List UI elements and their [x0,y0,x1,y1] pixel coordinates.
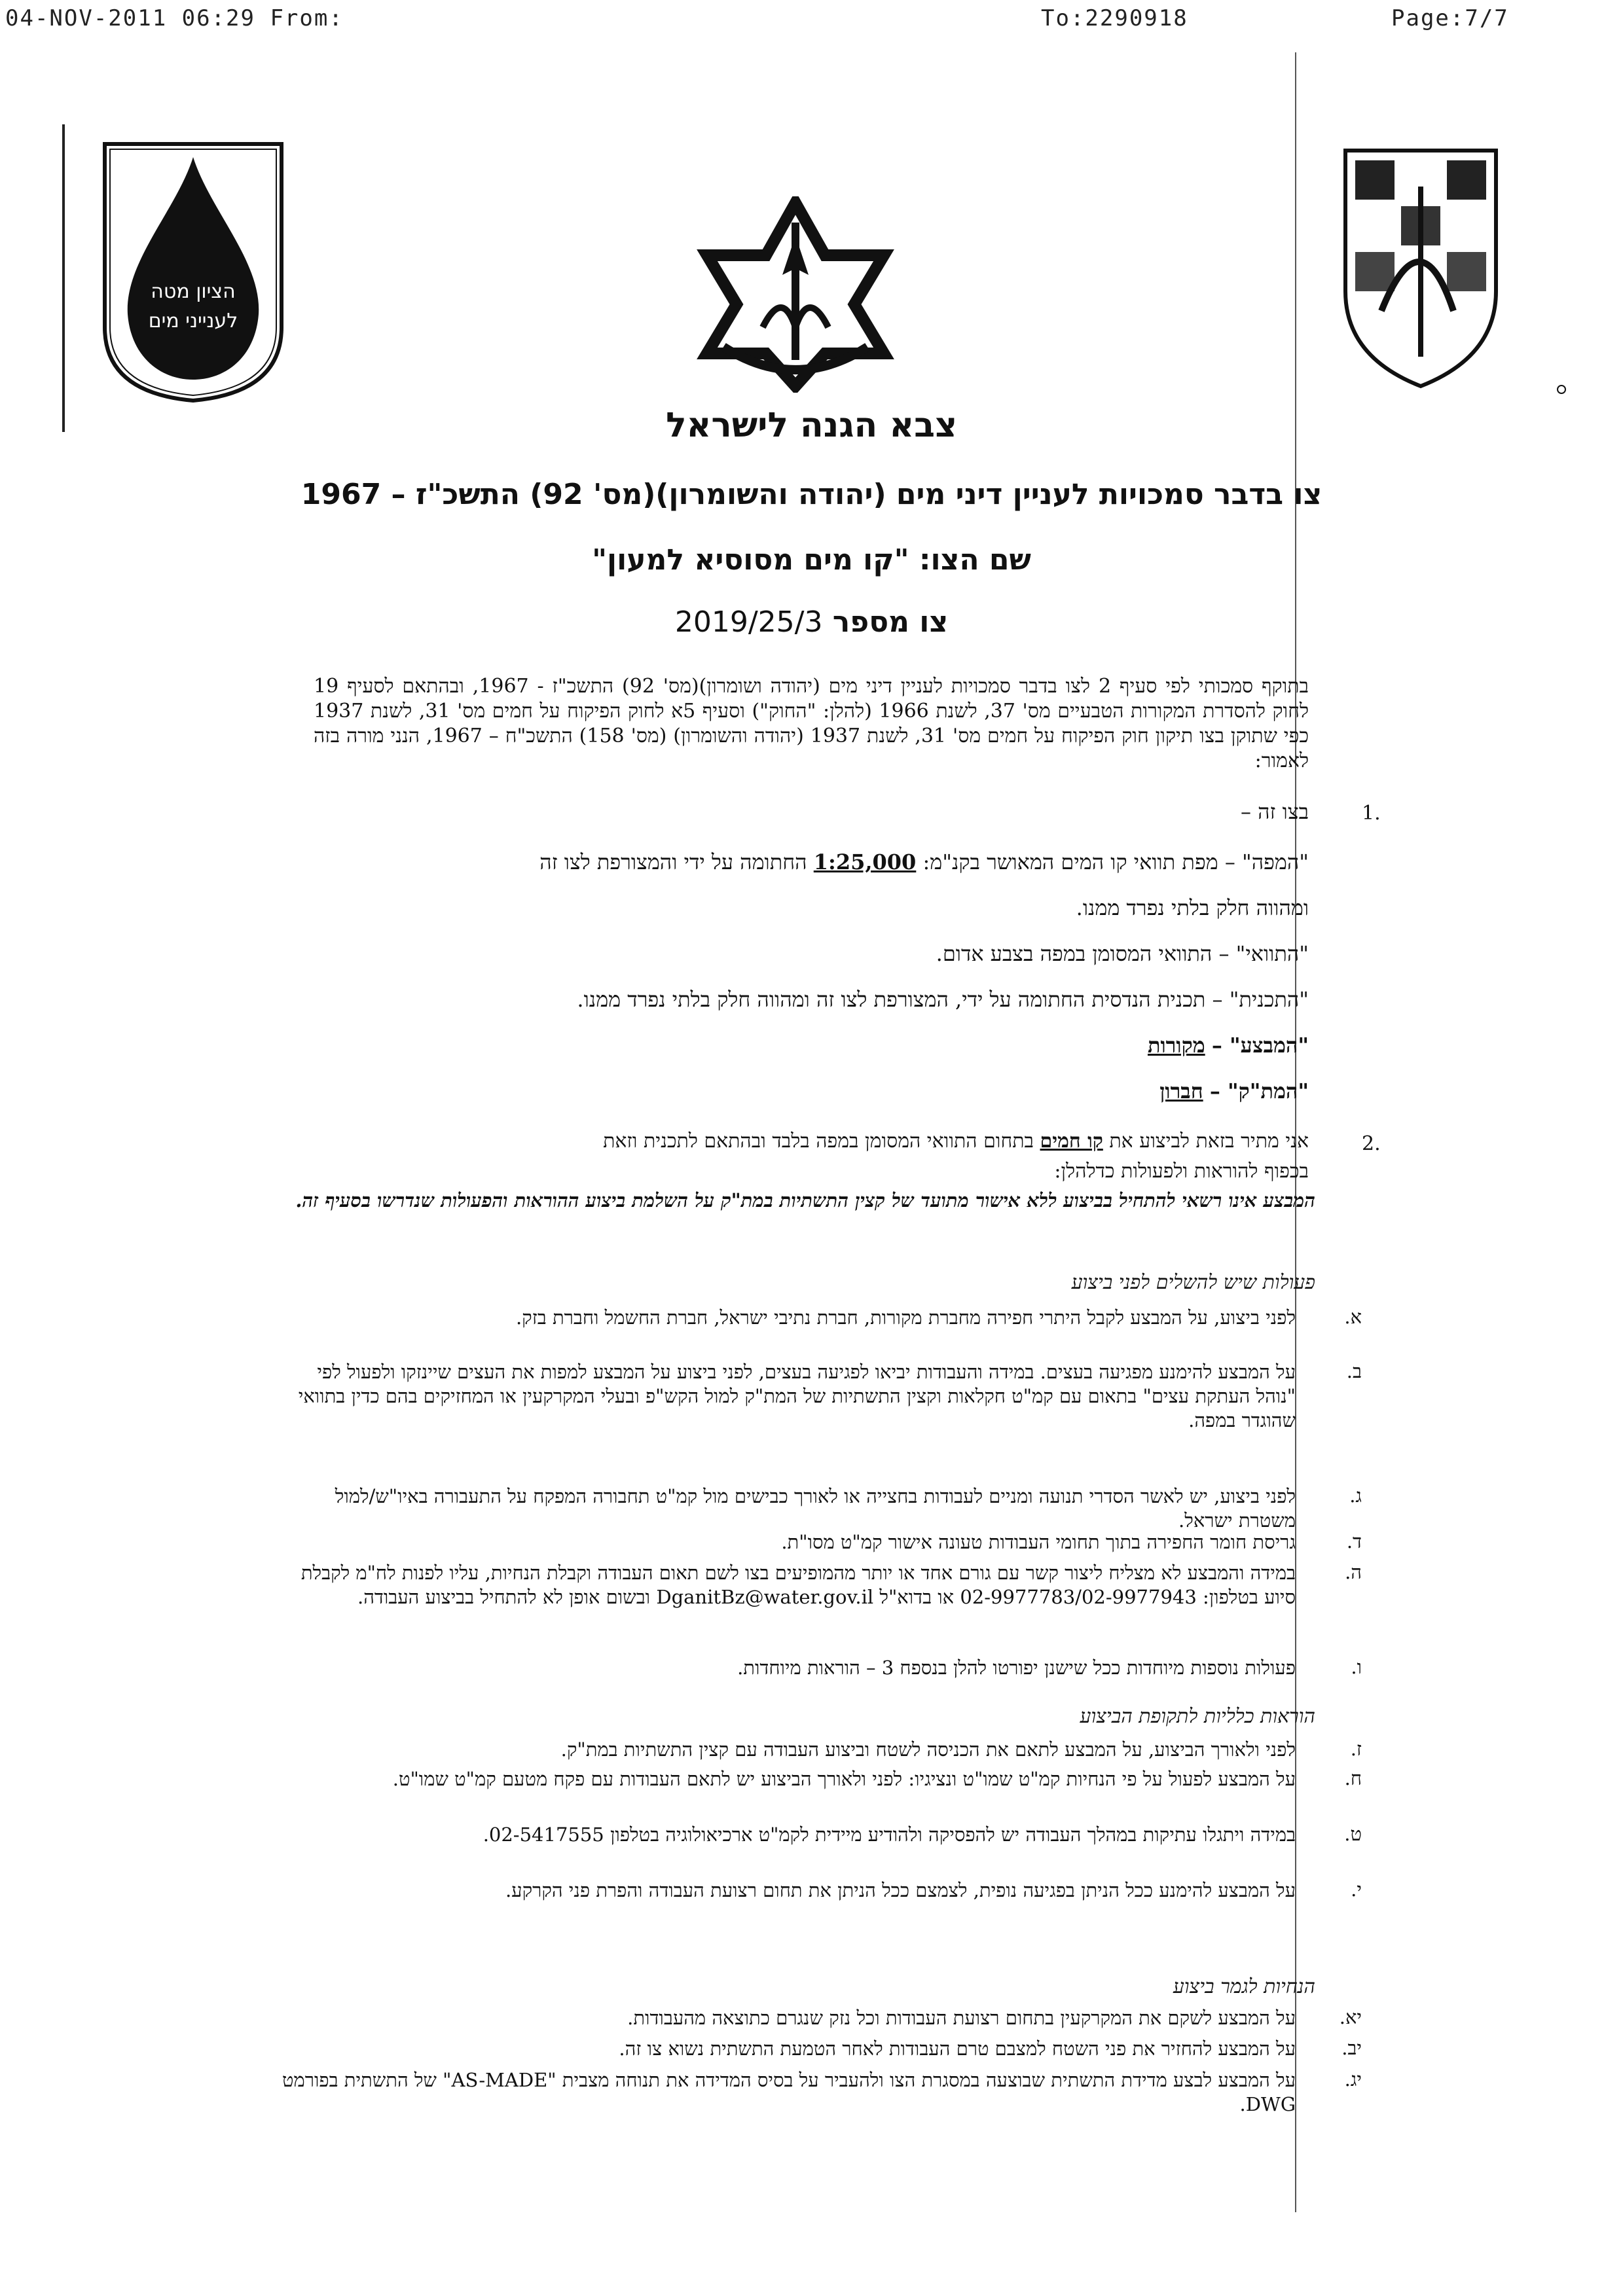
section-1-intro: בצו זה – [1240,799,1309,824]
section-2-line1-post: בתחום התוואי המסומן במפה בלבד ובהתאם לתכנית וזאת [603,1130,1034,1153]
before-heading: פעולות שיש להשלים לפני ביצוע [1071,1271,1315,1294]
definition-plan: "התכנית" – תכנית הנדסית החתומה על ידי, המצורפת לצו זה ומהווה חלק בלתי נפרד ממנו. [577,987,1309,1012]
idf-emblem [684,196,907,393]
list-item-number: יא. [1339,2006,1362,2028]
fax-header-center: To:2290918 [1041,5,1188,31]
list-item-number: ב. [1346,1360,1362,1382]
list-item-number: יב. [1341,2037,1362,2059]
list-item: לפני ולאורך הביצוע, על המבצע לתאם את הכניסה לשטח וביצוע העבודה עם קצין התשתיות במת"ק. [560,1738,1296,1761]
list-item: במידה ויתגלו עתיקות במהלך העבודה יש להפסיקה ולהודיע מיידית לקמ"ט ארכיאולוגיה בטלפון 02-5417555. [483,1823,1296,1846]
list-item: במידה והמבצע לא מצליח ליצור קשר עם גורם אחד או יותר מהמופיעים בצו לשם תאום העבודה וקבלת הנחיות, עליו לפנות לח"מ לקבלת סיוע בטלפון: 02-9977783/02-9977943 או בדוא"ל DganitBz@water.gov.il ובשום אופן לא להתחיל בביצוע העבודה. [301,1562,1296,1608]
list-item-number: ד. [1346,1530,1362,1552]
preamble: בתוקף סמכותי לפי סעיף 2 לצו בדבר סמכויות לעניין דיני מים (יהודה ושומרון)(מס' 92) התשכ"ז - 1967, ובהתאם לסעיף 19 לחוק להסדרת המקורות הטבעיים מס' 37, לשנת 1966 (להלן: "החוק") וסעיף 5א לחוק הפיקוח על חמים מס' 31, לשנת 1937 כפי שתוקן בצו תיקון חוק הפיקוח על חמים מס' 31, לשנת 1937 (יהודה והשומרון) (מס' 158) התשכ"ח – 1967, הנני מורה בזה לאמור: [314,675,1309,772]
list-item-number: ו. [1351,1656,1362,1678]
list-item-number: ה. [1345,1561,1362,1583]
list-item-number: ג. [1349,1484,1362,1507]
during-heading: הוראות כלליות לתקופת הביצוע [1080,1705,1315,1728]
definition-mtk [261,1077,1309,1105]
list-item-number: ט. [1344,1823,1362,1845]
mtk-value: חברון [1159,1079,1203,1103]
fax-header-left: 04-NOV-2011 06:29 From: [5,5,344,31]
definition-route: "התוואי" – התוואי המסומן במפה בצבע אדום. [936,941,1309,966]
list-item: על המבצע לפעול על פי הנחיות קמ"ט שמו"ט ונציגיו: לפני ולאורך הביצוע יש לתאם העבודות עם פקח מטעם קמ"ט שמו"ט. [392,1768,1296,1790]
idf-shield-emblem [1342,147,1499,389]
order-name: שם הצו: "קו מים מסוסיא למעון" [592,543,1031,577]
list-item: על המבצע להימנע מפגיעה בעצים. במידה והעבודות יביאו לפגיעה בעצים, לפני ביצוע על המבצע למפות את העצים שיינזקו ולפעול לפי "נוהל העתקת עצים" בתאום עם קמ"ט חקלאות וקצין התשתיות של המת"ק למול הקש"פ ובעלי המקרקעין או המחזיקים בהם כדין בתוואי שהוגדר במפה. [298,1361,1296,1431]
scan-margin-line [62,124,65,432]
order-number-line [0,605,1623,639]
list-item: על המבצע לבצע מדידת התשתית שבוצעה במסגרת הצו ולהעביר על בסיס המדידה את תנוחה מצבית "AS-MADE" של התשתית בפורמט DWG. [282,2069,1296,2115]
list-item: לפני ביצוע, יש לאשר הסדרי תנועה ומניים לעבודות בחצייה או לאורך כבישים מול קמ"ט תחבורה המפקח על התעבורה באיו"ש/למול משטרת ישראל. [335,1485,1296,1532]
scan-dot [1557,385,1566,394]
org-title: צבא הגנה לישראל [666,406,957,445]
section-2-number: 2. [1362,1132,1381,1155]
executor-label: "המבצע" – [1211,1033,1309,1058]
list-item-number: א. [1344,1306,1362,1328]
order-number-label: צו מספר [832,605,949,639]
section-1-number: 1. [1362,802,1381,825]
definition-map-cont: ומהווה חלק בלתי נפרד ממנו. [1076,895,1309,920]
order-number: 2019/25/3 [674,605,823,639]
list-item: לפני ביצוע, על המבצע לקבל היתרי חפירה מחברת מקורות, חברת נתיבי ישראל, חברת החשמל וחברת בזק. [515,1306,1296,1329]
list-item: על המבצע להימנע ככל הניתן בפגיעה נופית, לצמצם ככל הניתן את תחום רצועת העבודה והפרת פני הקרקע. [505,1879,1296,1901]
section-2-line2: בכפוף להוראות ולפעולות כדלהלן: [1054,1160,1309,1183]
svg-text:לענייני מים: לענייני מים [148,310,238,332]
section-2-line1 [261,1127,1309,1156]
order-title: צו בדבר סמכויות לעניין דיני מים (יהודה והשומרון)(מס' 92) התשכ"ז – 1967 [301,478,1322,511]
definition-map [261,848,1309,876]
list-item-number: י. [1351,1878,1362,1901]
definition-executor [261,1031,1309,1060]
section-2-line1-underlined: קו חמים [1040,1130,1103,1153]
list-item-number: ח. [1344,1767,1362,1789]
map-definition-tail: החתומה על ידי והמצורפת לצו זה [539,850,807,874]
mtk-label: "המת"ק" – [1209,1079,1309,1103]
executor-value: מקורות [1147,1033,1205,1058]
list-item: על המבצע לשקם את המקרקעין בתחום רצועת העבודות וכל נזק שנגרם כתוצאה מהעבודות. [627,2007,1296,2029]
water-commission-emblem [98,131,288,406]
list-item: גריסת חומר החפירה בתוך תחומי העבודות טעונה אישור קמ"ט מסו"ת. [781,1531,1296,1553]
map-definition-text: "המפה" – מפת תוואי קו המים המאושר בקנ"מ: [922,850,1309,874]
list-item: על המבצע להחזיר את פני השטח למצבם טרם העבודות לאחר הטמעת התשתית נשוא צו זה. [619,2037,1296,2060]
list-item: פעולות נוספות מיוחדות ככל שישנן יפורטו להלן בנספח 3 – הוראות מיוחדות. [737,1657,1296,1679]
map-scale: 1:25,000 [813,850,917,874]
section-2-line1-pre: אני מתיר בזאת לביצוע את [1109,1130,1309,1153]
list-item-number: ז. [1350,1738,1362,1760]
after-heading: הנחיות לגמר ביצוע [1173,1975,1315,1998]
list-item-number: יג. [1344,2068,1362,2090]
section-2-warning: המבצע אינו רשאי להתחיל בביצוע ללא אישור מתועד של קצין התשתיות במת"ק על השלמת ביצוע ההוראות והפעולות שנדרשו בסעיף זה. [295,1189,1315,1211]
fax-header-right: Page:7/7 [1391,5,1509,31]
emblem-lettering: הציון מטה [151,280,236,303]
